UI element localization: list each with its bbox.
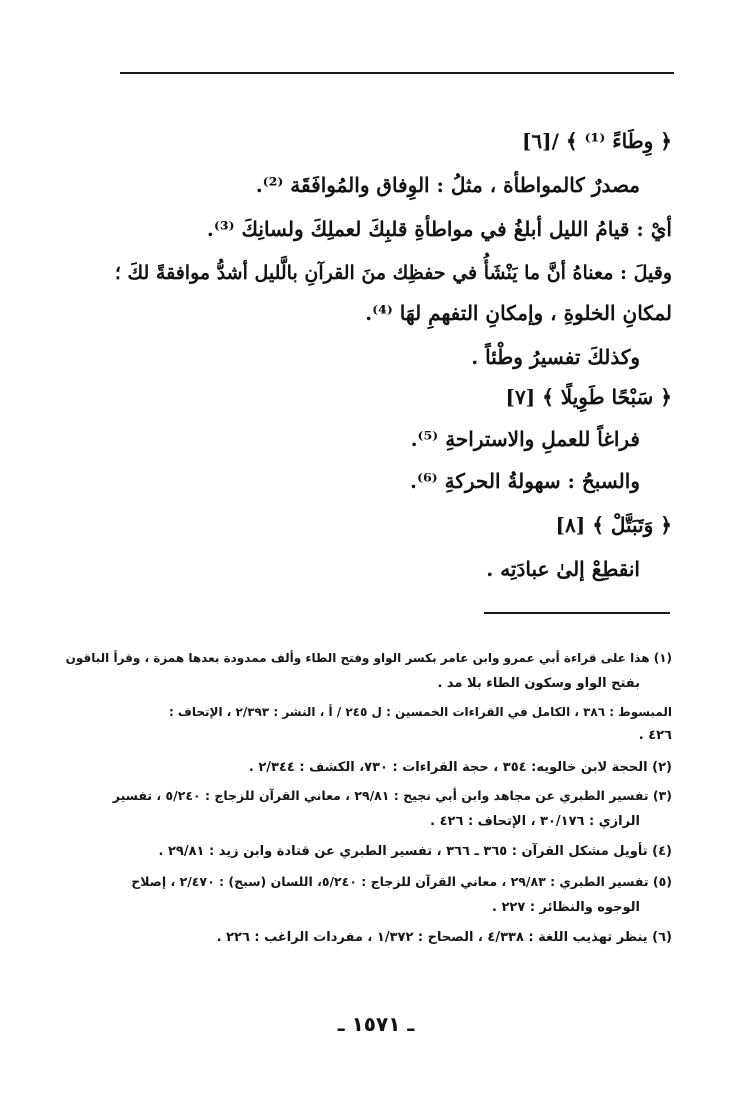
text-line: وقيلَ : معناهُ أنَّ ما يَنْشَأُ في حفظِك منَ القرآنِ بالَّليل أشدُّ موافقةً لكَ ؛ (114, 262, 672, 284)
footnote-line: (٤) تأويل مشكل القرآن : ٣٦٥ ـ ٣٦٦ ، تفسير الطبري عن قتادة وابن زيد : ٢٩/٨١ . (158, 844, 672, 859)
footnote-line: ٤٢٦ . (638, 728, 672, 743)
text-line: فراغاً للعملِ والاستراحةِ ⁽⁵⁾. (410, 427, 640, 451)
text-line: وكذلكَ تفسيرُ وطْئاً . (471, 345, 640, 369)
footnote-line: بفتح الواو وسكون الطاء بلا مد . (437, 676, 640, 691)
footnote-line: المبسوط : ٣٨٦ ، الكامل في القراءات الخمسين : ل ٢٤٥ / أ ، النشر : ٢/٣٩٣ ، الإتحاف : (168, 705, 672, 719)
footnote-line: (١) هذا على قراءة أبي عمرو وابن عامر بكسر الواو وفتح الطاء وألف ممدودة بعدها همزة ، وقرأ الباقون (65, 651, 672, 665)
footnote-line: (٣) تفسير الطبري عن مجاهد وابن أبي نجيح : ٢٩/٨١ ، معاني القرآن للزجاج : ٥/٢٤٠ ، تفسير (112, 788, 672, 803)
text-line: أيْ : قيامُ الليل أبلغُ في مواطأةِ قلبِكَ لعملِكَ ولسانِكَ ⁽³⁾. (206, 217, 672, 241)
text-line: والسبحُ : سهولةُ الحركةِ ⁽⁶⁾. (410, 469, 640, 493)
footnote-line: الوجوه والنظائر : ٢٢٧ . (492, 900, 640, 915)
verse-heading-7: ﴿ سَبْحًا طَوِيلًا ﴾ [٧] (505, 385, 672, 409)
page-number: ـ ١٥٧١ ـ (337, 1012, 415, 1036)
footnote-line: (٦) ينظر تهذيب اللغة : ٤/٣٣٨ ، الصحاح : ١/٣٧٢ ، مفردات الراغب : ٢٢٦ . (216, 930, 672, 945)
text-line: لمكانِ الخلوةِ ، وإمكانِ التفهمِ لهَا ⁽⁴⁾. (365, 301, 672, 325)
footnote-line: (٥) تفسير الطبري : ٢٩/٨٣ ، معاني القرآن للزجاج : ٥/٢٤٠، اللسان (سبح) : ٢/٤٧٠ ، إصلاح (131, 874, 672, 889)
footnote-line: الرازي : ٣٠/١٧٦ ، الإتحاف : ٤٢٦ . (430, 814, 640, 829)
verse-heading-6: ﴿ وِطَاءً ⁽¹⁾ ﴾ /[٦] (521, 129, 672, 153)
footnote-separator (484, 612, 670, 614)
verse-heading-8: ﴿ وَتَبَتَّلْ ﴾ [٨] (555, 513, 672, 537)
text-line: مصدرٌ كالمواطأة ، مثلُ : الوِفاق والمُوافَقَة ⁽²⁾. (255, 173, 640, 197)
text-line: انقطِعْ إلىٰ عبادَتِه . (486, 557, 640, 581)
header-rule (120, 72, 674, 74)
footnote-line: (٢) الحجة لابن خالويه: ٣٥٤ ، حجة القراءات : ٧٣٠، الكشف : ٢/٣٤٤ . (248, 760, 672, 775)
